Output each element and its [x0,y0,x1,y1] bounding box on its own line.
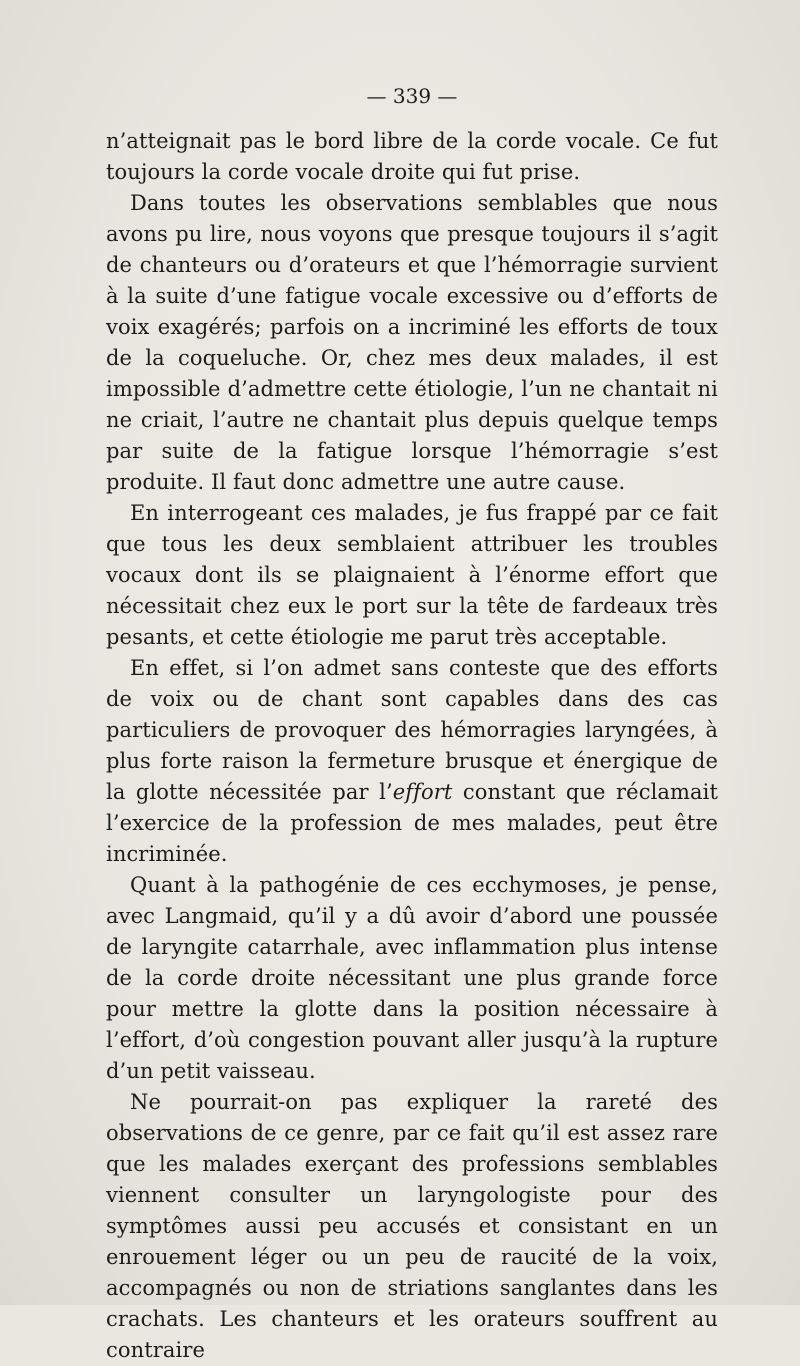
paragraph [106,653,718,870]
body-text [106,126,718,1366]
paragraph-text: constant que réclamait l’exercice de la profession de mes malades, peut être incriminée. [106,780,718,866]
page-number: — 339 — [366,84,458,108]
paragraph-text: En effet, si l’on admet sans conteste que des efforts de voix ou de chant sont capables dans des cas particuliers de provoquer des hémorragies laryngées, à plus forte raison la fermeture brusque et énergique de la glotte nécessitée par l’ [106,656,718,804]
paragraph: Dans toutes les observations semblables que nous avons pu lire, nous voyons que presque toujours il s’agit de chanteurs ou d’orateurs et que l’hémorragie survient à la suite d’une fatigue vocale excessive ou d’efforts de voix exagérés; parfois on a incriminé les efforts de toux de la coqueluche. Or, chez mes deux malades, il est impossible d’admettre cette étiologie, l’un ne chantait ni ne criait, l’autre ne chantait plus depuis quelque temps par suite de la fatigue lorsque l’hémorragie s’est produite. Il faut donc admettre une autre cause. [106,191,718,494]
paragraph: En interrogeant ces malades, je fus frappé par ce fait que tous les deux semblaient attribuer les troubles vocaux dont ils se plaignaient à l’énorme effort que nécessitait chez eux le port sur la tête de fardeaux très pesants, et cette étiologie me parut très acceptable. [106,501,718,649]
paragraph: Quant à la pathogénie de ces ecchymoses, je pense, avec Langmaid, qu’il y a dû avoir d’abord une poussée de laryngite catarrhale, avec inflammation plus intense de la corde droite nécessitant une plus grande force pour mettre la glotte dans la position nécessaire à l’effort, d’où congestion pouvant aller jusqu’à la rupture d’un petit vaisseau. [106,873,718,1083]
emphasis-text: effort [392,780,453,804]
paragraph: Ne pourrait-on pas expliquer la rareté des observations de ce genre, par ce fait qu’il est assez rare que les malades exerçant des professions semblables viennent consulter un laryngologiste pour des symptômes aussi peu accusés et consistant en un enrouement léger ou un peu de raucité de la voix, accompagnés ou non de striations sanglantes dans les crachats. Les chanteurs et les orateurs souffrent au contraire [106,1090,718,1362]
paragraph: n’atteignait pas le bord libre de la corde vocale. Ce fut toujours la corde vocale droite qui fut prise. [106,129,718,184]
